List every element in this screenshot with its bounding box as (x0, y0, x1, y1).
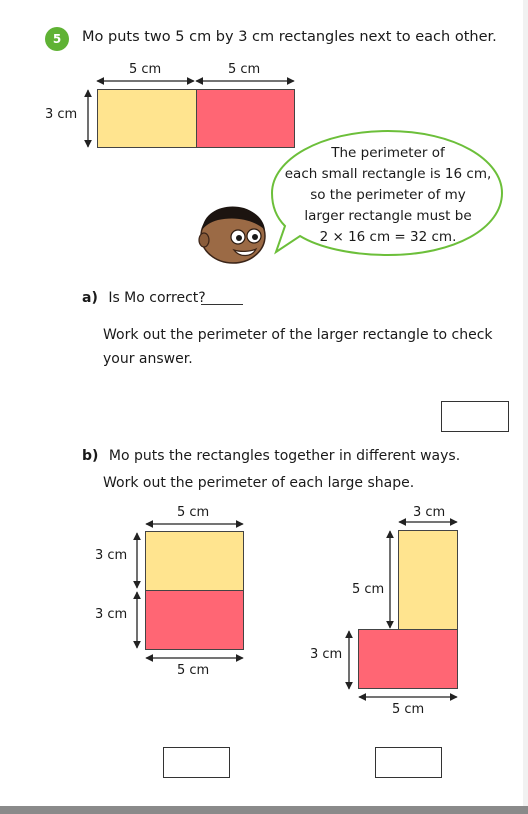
shape1-top-label: 5 cm (177, 505, 210, 520)
shape2-answer-box[interactable] (375, 747, 442, 778)
top-height-label: 3 cm (45, 107, 78, 122)
bubble-line-3: so the perimeter of my (310, 187, 466, 203)
question-text: Mo puts two 5 cm by 3 cm rectangles next to each other. (82, 29, 497, 45)
shape2-height-upper-label: 5 cm (352, 582, 385, 597)
part-b-text-1: Mo puts the rectangles together in different ways. (108, 448, 461, 464)
page-bottom-bar (0, 806, 528, 814)
top-width-left-label: 5 cm (129, 62, 162, 77)
part-a-instruction-line-2: your answer. (103, 351, 193, 367)
question-number-badge: 5 (45, 27, 69, 51)
shape1-bottom-label: 5 cm (177, 663, 210, 678)
shape1-height-upper-label: 3 cm (95, 548, 128, 563)
shape2-red-rectangle (358, 629, 458, 689)
shape1-height-lower-label: 3 cm (95, 607, 128, 622)
shape2-yellow-rectangle (398, 530, 458, 630)
shape2-bottom-label: 5 cm (392, 702, 425, 717)
shape2-height-lower-label: 3 cm (310, 647, 343, 662)
part-a-label: a) (82, 290, 98, 306)
page-right-edge (523, 0, 528, 806)
bubble-line-4: larger rectangle must be (304, 208, 472, 224)
bubble-line-5: 2 × 16 cm = 32 cm. (319, 229, 457, 245)
part-a-instruction-line-1: Work out the perimeter of the larger rectangle to check (103, 327, 493, 343)
bubble-line-1: The perimeter of (331, 145, 445, 161)
part-b-label: b) (82, 448, 99, 464)
part-b-text-2: Work out the perimeter of each large shape. (103, 475, 415, 491)
shape2-top-label: 3 cm (413, 505, 446, 520)
top-width-right-label: 5 cm (228, 62, 261, 77)
part-a-question: Is Mo correct? (108, 290, 206, 306)
bubble-line-2: each small rectangle is 16 cm, (284, 166, 492, 182)
